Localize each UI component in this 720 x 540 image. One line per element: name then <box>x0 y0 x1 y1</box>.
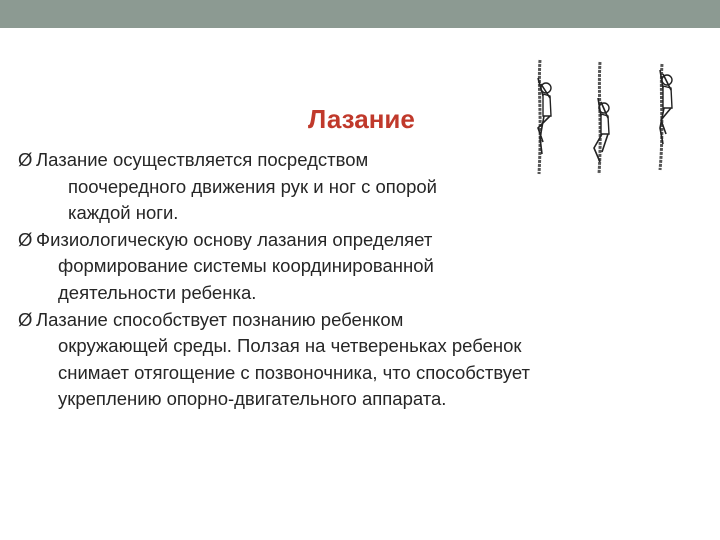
bullet-line: Лазание способствует познанию ребенком <box>36 308 404 330</box>
bullet-line: деятельности ребенка. <box>58 281 257 303</box>
bullet-line: Лазание осуществляется посредством <box>36 149 369 170</box>
bullet-line: формирование системы координированной <box>58 255 434 277</box>
bullet-item <box>18 147 708 227</box>
bullet-line: поочередного движения рук и ног с опорой <box>68 175 438 197</box>
bullet-line: Физиологическую основу лазания определяет <box>36 228 433 250</box>
top-bar <box>0 0 720 28</box>
bullet-item <box>18 227 708 307</box>
bullet-line: укреплению опорно-двигательного аппарата. <box>58 388 447 410</box>
bullet-arrow-icon: Ø <box>18 308 33 330</box>
bullet-line: окружающей среды. Ползая на четвереньках ребенок <box>58 335 522 357</box>
bullet-line: снимает отягощение с позвоночника, что способствует <box>58 361 530 383</box>
bullet-arrow-icon: Ø <box>18 149 33 170</box>
bullet-list <box>18 147 708 413</box>
bullet-line: каждой ноги. <box>68 202 179 224</box>
bullet-item <box>18 307 708 413</box>
bullet-arrow-icon: Ø <box>18 228 33 250</box>
slide-title: Лазание <box>308 104 415 134</box>
